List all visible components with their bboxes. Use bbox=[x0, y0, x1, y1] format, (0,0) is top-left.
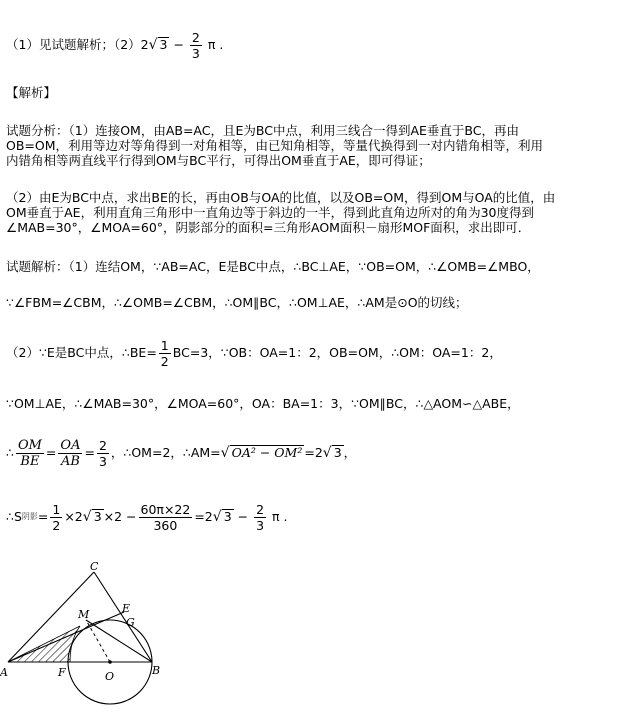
solution-line-5: ∴ $\frac{OM}{BE}$ = $\frac{OA}{AB}$ = $\frac{2}{3}$ ，∴OM=2，∴AM=√ OA² − OM² =2√ 3 ， bbox=[6, 438, 357, 469]
s5-mid: ，∴OM=2，∴AM= bbox=[110, 445, 221, 460]
label-a: A bbox=[0, 666, 8, 679]
answer-frac-num: 2 bbox=[191, 30, 200, 45]
label-c: C bbox=[90, 560, 99, 573]
s6-f2-den: 360 bbox=[153, 518, 178, 533]
s6-f1-num: 1 bbox=[52, 502, 61, 517]
solution-line-2: ∵∠FBM=∠CBM，∴∠OMB=∠CBM，∴OM∥BC，∴OM⊥AE，∴AM是⊙O的切线； bbox=[6, 295, 468, 310]
s6-f2-num: 60π×22 bbox=[140, 502, 191, 517]
s5-radicand: OA² − OM² bbox=[231, 445, 303, 460]
s5-f1-den: BE bbox=[20, 454, 40, 469]
s3-frac-num: 1 bbox=[160, 338, 169, 353]
analysis-line-4: （2）由E为BC中点，求出BE的长，再由OB与OA的比值，以及OB=OM，得到OM与OA的比值，由 bbox=[6, 190, 556, 205]
s5-tail-2: ， bbox=[343, 445, 357, 460]
analysis-line-6: ∠MAB=30°，∠MOA=60°，阴影部分的面积=三角形AOM面积－扇形MOF面积，求出即可． bbox=[6, 220, 531, 235]
analysis-line-1: 试题分析：（1）连接OM，由AB=AC，且E为BC中点，利用三线合一得到AE垂直于BC，再由 bbox=[6, 123, 520, 138]
s3-frac-den: 2 bbox=[160, 354, 169, 369]
s5-eq-2: = bbox=[84, 445, 95, 460]
shaded-region bbox=[8, 626, 80, 662]
answer-tail: π . bbox=[207, 37, 224, 52]
s6-f1-den: 2 bbox=[52, 518, 61, 533]
s6-sqrt3-a: 3 bbox=[93, 509, 102, 524]
label-o: O bbox=[105, 670, 115, 683]
answer-frac-den: 3 bbox=[191, 46, 200, 61]
s6-mid-3: =2 bbox=[194, 509, 213, 524]
label-e: E bbox=[122, 602, 131, 615]
answer-part1: （1）见试题解析；（2）2 bbox=[6, 37, 149, 52]
answer-sqrt: 3 bbox=[159, 37, 168, 52]
s5-eq-1: = bbox=[45, 445, 57, 460]
solution-line-4: ∵OM⊥AE，∴∠MAB=30°，∠MOA=60°，OA：BA=1：3，∵OM∥BC，∴△AOM∽△ABE， bbox=[6, 396, 520, 411]
segment-mb bbox=[86, 620, 152, 662]
analysis-line-5: OM垂直于AE，利用直角三角形中一直角边等于斜边的一半，得到此直角边所对的角为30度得到 bbox=[6, 205, 534, 220]
center-point-o bbox=[108, 660, 112, 664]
s6-eq: = bbox=[37, 509, 49, 524]
solution-line-6: ∴S阴影= $\frac{1}{2}$ ×2√ 3 ×2 − $\frac{60\pi\times 22}{360}$ =2√ 3 − $\frac{2}{3}$ π . bbox=[6, 502, 288, 533]
s5-f1-num: OM bbox=[17, 438, 42, 453]
segment-cb bbox=[94, 572, 152, 662]
s6-subscript: 阴影 bbox=[21, 512, 38, 521]
s6-sqrt3-b: 3 bbox=[223, 509, 232, 524]
s6-mid-1: ×2 bbox=[64, 509, 83, 524]
s5-f3-num: 2 bbox=[98, 438, 107, 453]
s6-mid-2: ×2 − bbox=[103, 509, 137, 524]
answer-minus: − bbox=[169, 37, 188, 52]
s3-text-a: （2）∵E是BC中点，∴BE= bbox=[6, 345, 157, 360]
s6-minus: − bbox=[233, 509, 253, 524]
s5-pre: ∴ bbox=[6, 445, 14, 460]
label-b: B bbox=[152, 664, 161, 677]
s5-f2-num: OA bbox=[60, 438, 81, 453]
label-m: M bbox=[78, 608, 90, 621]
answer-line: （1）见试题解析；（2）2√ 3 − $\frac{2}{3}$ π . bbox=[6, 30, 224, 61]
label-f: F bbox=[58, 666, 66, 679]
analysis-line-3: 内错角相等两直线平行得到OM与BC平行，可得出OM垂直于AE，即可得证； bbox=[6, 153, 431, 168]
s6-f3-den: 3 bbox=[256, 518, 265, 533]
s6-pre: ∴S bbox=[6, 509, 22, 524]
s5-f2-den: AB bbox=[60, 454, 80, 469]
s6-tail: π . bbox=[272, 509, 288, 524]
s5-f3-den: 3 bbox=[98, 454, 107, 469]
s6-f3-num: 2 bbox=[256, 502, 265, 517]
s5-tail-1: =2 bbox=[304, 445, 323, 460]
analysis-heading: 【解析】 bbox=[6, 85, 57, 100]
solution-line-1: 试题解析：（1）连结OM，∵AB=AC，E是BC中点，∴BC⊥AE，∵OB=OM，∴∠OMB=∠MBO， bbox=[6, 259, 540, 274]
s3-text-b: BC=3，∵OB：OA=1：2，OB=OM，∴OM：OA=1：2， bbox=[172, 345, 502, 360]
label-g: G bbox=[126, 616, 135, 629]
analysis-line-2: OB=OM，利用等边对等角得到一对角相等，由已知角相等，等量代换得到一对内错角相等，利用 bbox=[6, 138, 544, 153]
s5-sqrt3: 3 bbox=[333, 445, 342, 460]
